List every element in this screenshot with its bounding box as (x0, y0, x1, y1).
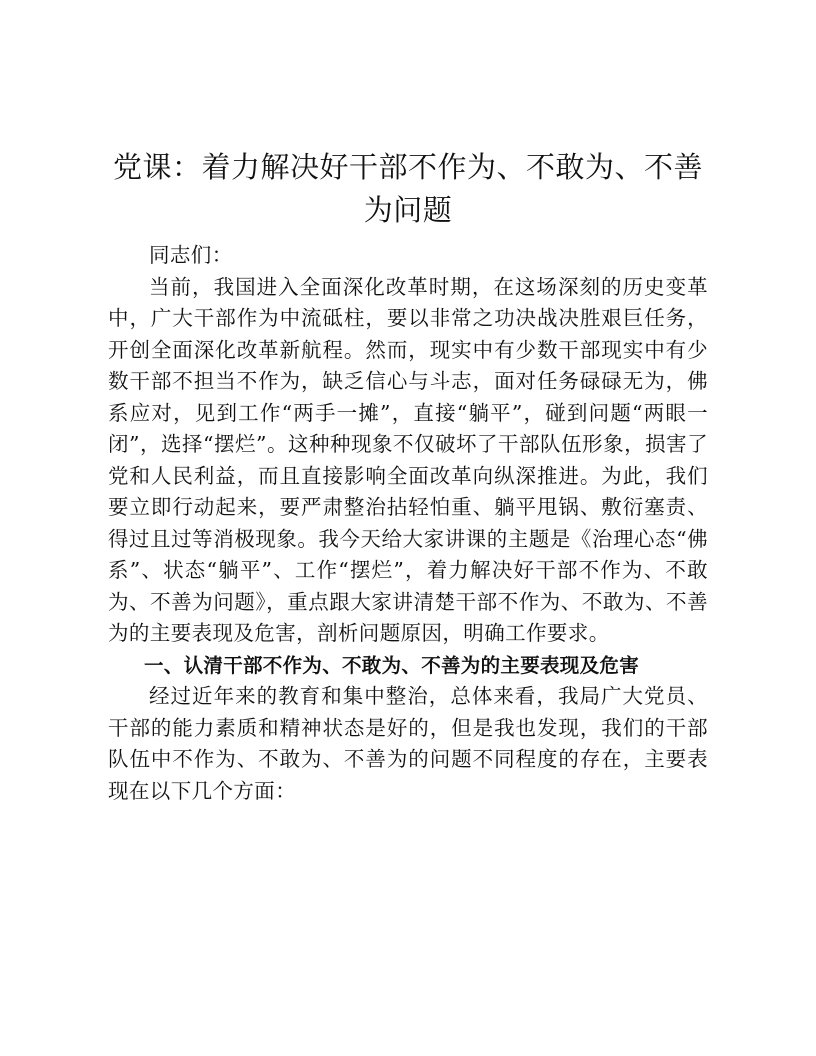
section-1-paragraph: 经过近年来的教育和集中整治，总体来看，我局广大党员、干部的能力素质和精神状态是好的，但是我也发现，我们的干部队伍中不作为、不敢为、不善为的问题不同程度的存在，主要表现在以下几个方面： (108, 684, 708, 803)
document-title (108, 146, 708, 232)
section-heading-1: 一、认清干部不作为、不敢为、不善为的主要表现及危害 (144, 653, 640, 677)
title-line-2: 为问题 (363, 193, 453, 227)
title-line-1: 党课：着力解决好干部不作为、不敢为、不善 (112, 150, 703, 184)
document-page (108, 146, 708, 807)
intro-paragraph: 当前，我国进入全面深化改革时期，在这场深刻的历史变革中，广大干部作为中流砥柱，要以非常之功决战决胜艰巨任务，开创全面深化改革新航程。然而，现实中有少数干部现实中有少数干部不担当不作为，缺乏信心与斗志，面对任务碌碌无为，佛系应对，见到工作“两手一摊”，直接“躺平”，碰到问题“两眼一闭”，选择“摆烂”。这种种现象不仅破坏了干部队伍形象，损害了党和人民利益，而且直接影响全面改革向纵深推进。为此，我们要立即行动起来，要严肃整治拈轻怕重、躺平甩锅、敷衍塞责、得过且过等消极现象。我今天给大家讲课的主题是《治理心态“佛系”、状态“躺平”、工作“摆烂”，着力解决好干部不作为、不敢为、不善为问题》，重点跟大家讲清楚干部不作为、不敢为、不善为的主要表现及危害，剖析问题原因，明确工作要求。 (108, 274, 708, 645)
salutation: 同志们： (149, 243, 233, 267)
